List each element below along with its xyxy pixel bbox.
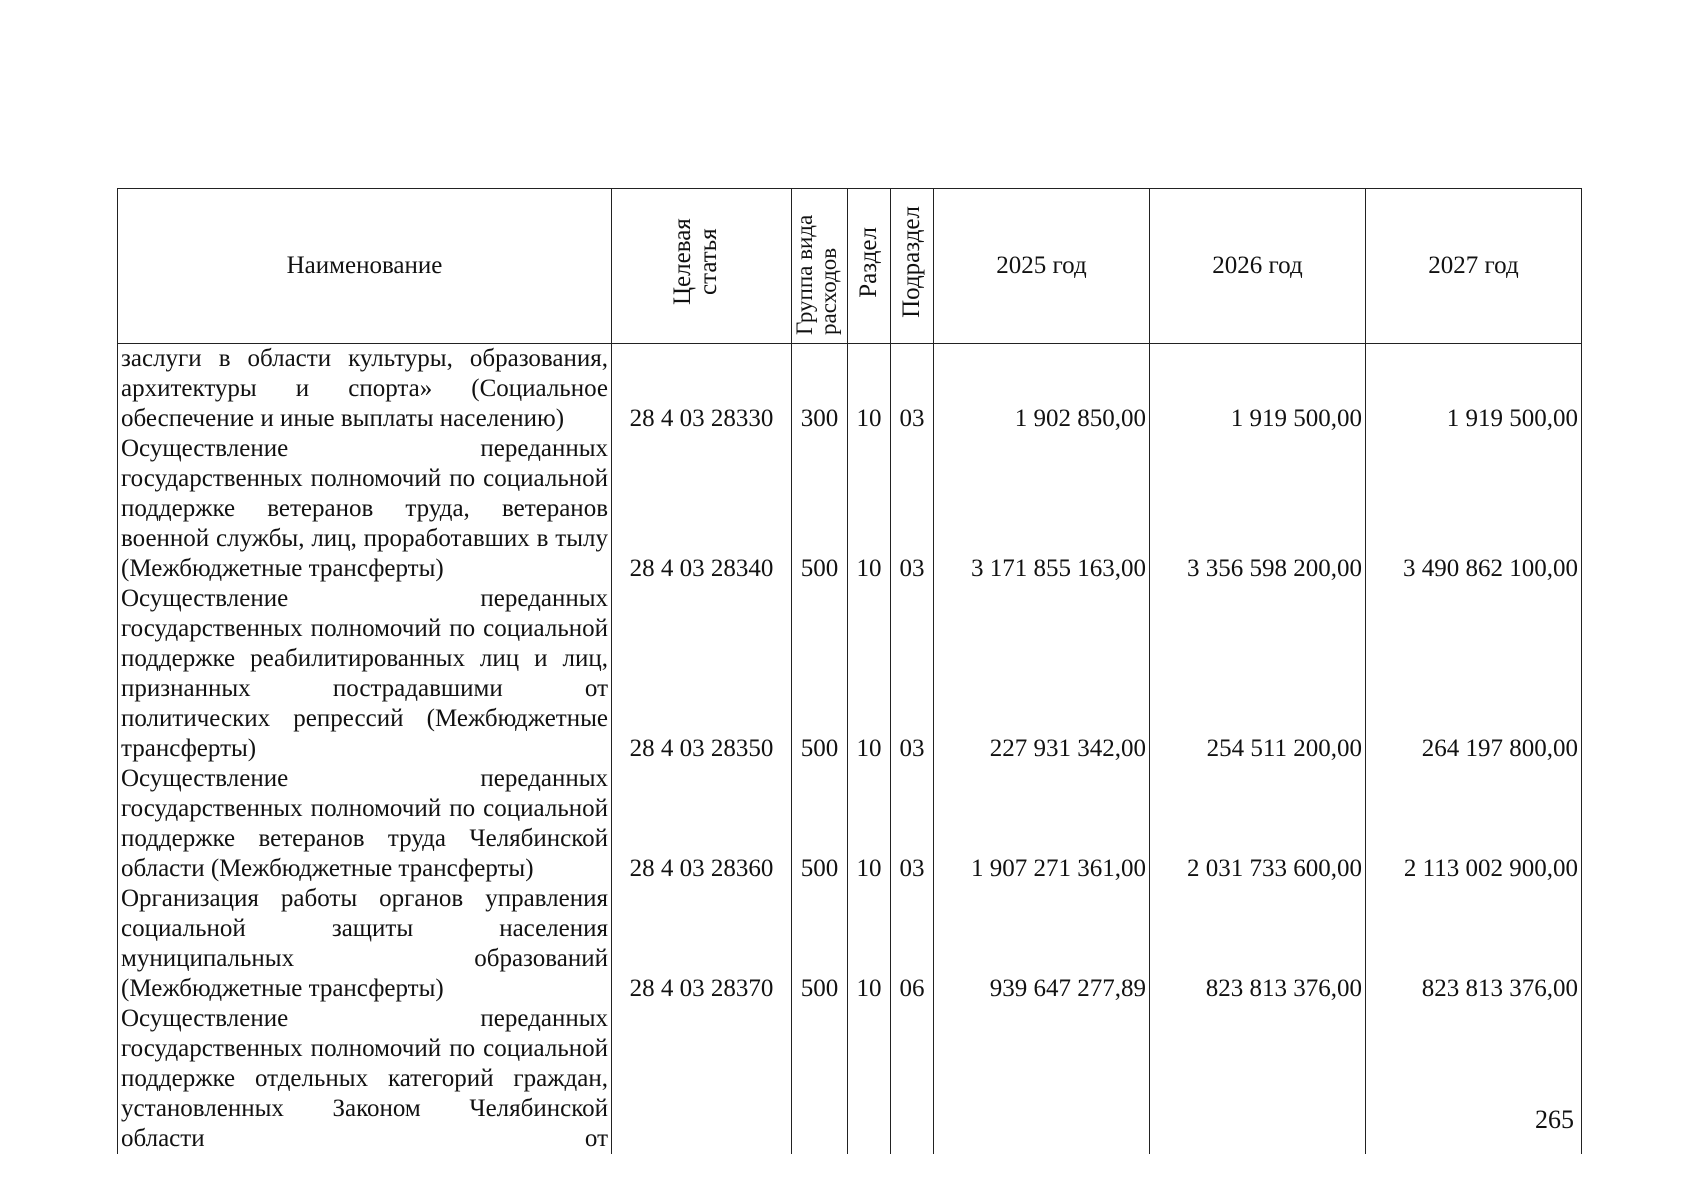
row-name: Осуществление переданных государственных полномочий по социальной поддержке реабилитированных лиц и лиц, признанных пострадавшими от политических репрессий (Межбюджетные трансферты) bbox=[118, 584, 612, 764]
row-target-article: 28 4 03 28330 bbox=[612, 344, 792, 435]
row-year-2025: 1 907 271 361,00 bbox=[934, 764, 1150, 884]
row-expense-group: 500 bbox=[792, 764, 848, 884]
header-year-2025 bbox=[934, 189, 1150, 344]
table-row bbox=[118, 344, 1582, 435]
header-target-article bbox=[612, 189, 792, 344]
page-number: 265 bbox=[1535, 1105, 1574, 1134]
header-section-label: Раздел bbox=[855, 226, 882, 298]
row-subsection: 03 bbox=[891, 584, 934, 764]
row-subsection: 06 bbox=[891, 884, 934, 1004]
row-section: 10 bbox=[848, 584, 891, 764]
budget-table bbox=[117, 188, 1582, 1154]
row-year-2025: 939 647 277,89 bbox=[934, 884, 1150, 1004]
row-target-article: 28 4 03 28370 bbox=[612, 884, 792, 1004]
header-subsection-label: Подраздел bbox=[898, 206, 925, 318]
row-year-2025: 3 171 855 163,00 bbox=[934, 434, 1150, 584]
row-year-2026 bbox=[1150, 1004, 1366, 1154]
row-year-2025: 1 902 850,00 bbox=[934, 344, 1150, 435]
row-expense-group bbox=[792, 1004, 848, 1154]
header-expense-group bbox=[792, 189, 848, 344]
header-name bbox=[118, 189, 612, 344]
row-target-article: 28 4 03 28350 bbox=[612, 584, 792, 764]
header-year-2027-label: 2027 год bbox=[1428, 252, 1519, 279]
row-year-2027: 3 490 862 100,00 bbox=[1366, 434, 1582, 584]
row-subsection: 03 bbox=[891, 764, 934, 884]
row-section: 10 bbox=[848, 884, 891, 1004]
row-subsection: 03 bbox=[891, 434, 934, 584]
header-name-label: Наименование bbox=[286, 252, 443, 279]
header-target-article-label: Целевая статья bbox=[668, 218, 722, 306]
row-section: 10 bbox=[848, 764, 891, 884]
header-year-2025-label: 2025 год bbox=[996, 252, 1087, 279]
row-name: Осуществление переданных государственных полномочий по социальной поддержке ветеранов труда, ветеранов военной службы, лиц, проработавших в тылу (Межбюджетные трансферты) bbox=[118, 434, 612, 584]
row-year-2027: 264 197 800,00 bbox=[1366, 584, 1582, 764]
row-target-article: 28 4 03 28360 bbox=[612, 764, 792, 884]
table-header-row bbox=[118, 189, 1582, 344]
table-row bbox=[118, 584, 1582, 764]
row-subsection bbox=[891, 1004, 934, 1154]
row-name: заслуги в области культуры, образования, архитектуры и спорта» (Социальное обеспечение и иные выплаты населению) bbox=[118, 344, 612, 435]
row-year-2026: 1 919 500,00 bbox=[1150, 344, 1366, 435]
row-section bbox=[848, 1004, 891, 1154]
row-year-2025: 227 931 342,00 bbox=[934, 584, 1150, 764]
row-subsection: 03 bbox=[891, 344, 934, 435]
header-year-2027 bbox=[1366, 189, 1582, 344]
row-section: 10 bbox=[848, 344, 891, 435]
table-row bbox=[118, 764, 1582, 884]
row-expense-group: 500 bbox=[792, 884, 848, 1004]
table-row bbox=[118, 434, 1582, 584]
row-year-2027: 823 813 376,00 bbox=[1366, 884, 1582, 1004]
row-name: Организация работы органов управления социальной защиты населения муниципальных образований (Межбюджетные трансферты) bbox=[118, 884, 612, 1004]
header-subsection bbox=[891, 189, 934, 344]
row-year-2027: 1 919 500,00 bbox=[1366, 344, 1582, 435]
row-section: 10 bbox=[848, 434, 891, 584]
table-row bbox=[118, 1004, 1582, 1154]
row-target-article: 28 4 03 28340 bbox=[612, 434, 792, 584]
row-target-article bbox=[612, 1004, 792, 1154]
header-year-2026 bbox=[1150, 189, 1366, 344]
row-year-2026: 2 031 733 600,00 bbox=[1150, 764, 1366, 884]
row-expense-group: 500 bbox=[792, 434, 848, 584]
row-name: Осуществление переданных государственных полномочий по социальной поддержке отдельных категорий граждан, установленных Законом Челябинской области от bbox=[118, 1004, 612, 1154]
header-year-2026-label: 2026 год bbox=[1212, 252, 1303, 279]
row-year-2026: 823 813 376,00 bbox=[1150, 884, 1366, 1004]
row-year-2026: 3 356 598 200,00 bbox=[1150, 434, 1366, 584]
header-expense-group-label: Группа вида расходов bbox=[791, 214, 841, 335]
row-year-2027: 2 113 002 900,00 bbox=[1366, 764, 1582, 884]
row-year-2025 bbox=[934, 1004, 1150, 1154]
table-row bbox=[118, 884, 1582, 1004]
row-year-2026: 254 511 200,00 bbox=[1150, 584, 1366, 764]
header-section bbox=[848, 189, 891, 344]
row-name: Осуществление переданных государственных полномочий по социальной поддержке ветеранов труда Челябинской области (Межбюджетные трансферты) bbox=[118, 764, 612, 884]
row-expense-group: 500 bbox=[792, 584, 848, 764]
row-expense-group: 300 bbox=[792, 344, 848, 435]
